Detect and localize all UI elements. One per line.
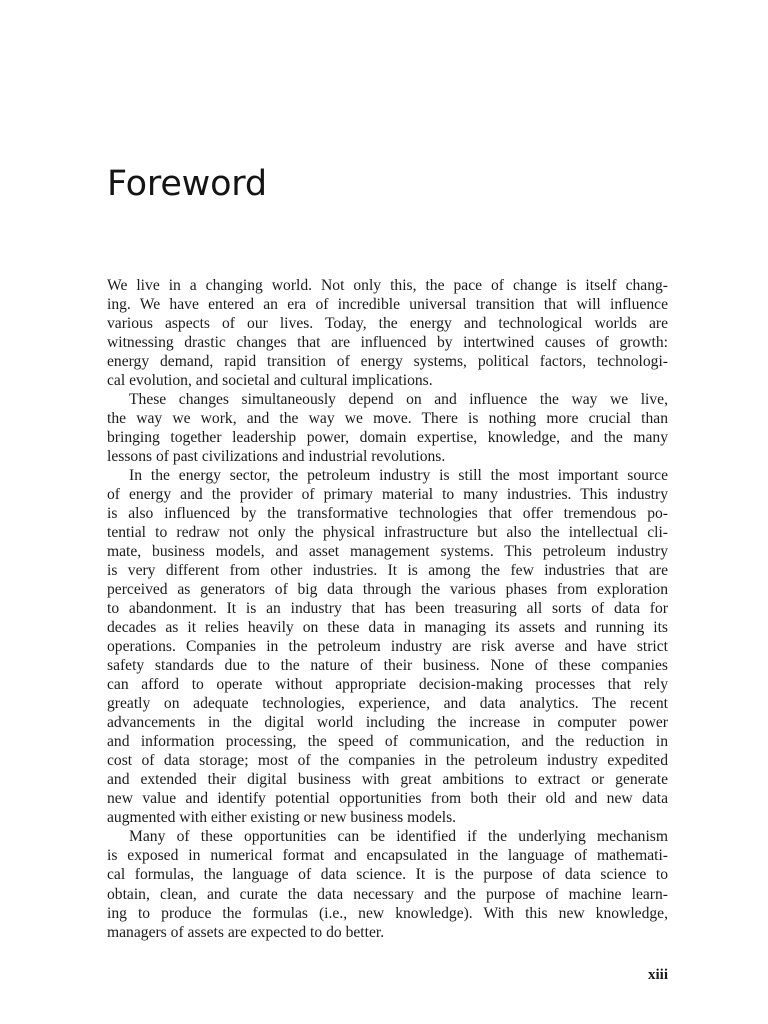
text-line: decades as it relies heavily on these data in managing its assets and running its	[107, 619, 668, 637]
text-line: mate, business models, and asset management systems. This petroleum industry	[107, 543, 668, 561]
text-line: bringing together leadership power, domain expertise, knowledge, and the many	[107, 429, 668, 447]
paragraph-3	[107, 466, 668, 827]
text-line: ing to produce the formulas (i.e., new knowledge). With this new knowledge,	[107, 904, 668, 922]
text-line: and information processing, the speed of communication, and the reduction in	[107, 733, 668, 751]
text-line: In the energy sector, the petroleum industry is still the most important source	[129, 467, 668, 485]
text-line: energy demand, rapid transition of energy systems, political factors, technologi-	[107, 353, 668, 371]
text-line: advancements in the digital world including the increase in computer power	[107, 714, 668, 732]
paragraph-2	[107, 390, 668, 466]
foreword-body	[107, 276, 668, 942]
text-line: witnessing drastic changes that are influenced by intertwined causes of growth:	[107, 334, 668, 352]
text-line: to abandonment. It is an industry that has been treasuring all sorts of data for	[107, 600, 668, 618]
text-line: cost of data storage; most of the companies in the petroleum industry expedited	[107, 752, 668, 770]
text-line: is very different from other industries. It is among the few industries that are	[107, 562, 668, 580]
paragraph-4	[107, 827, 668, 941]
text-line: the way we work, and the way we move. There is nothing more crucial than	[107, 410, 668, 428]
paragraph-1	[107, 276, 668, 390]
text-line: augmented with either existing or new business models.	[107, 809, 457, 827]
text-line: is also influenced by the transformative technologies that offer tremendous po-	[107, 505, 668, 523]
page-number: xiii	[647, 967, 668, 983]
text-line: operations. Companies in the petroleum industry are risk averse and have strict	[107, 638, 668, 656]
text-line: perceived as generators of big data through the various phases from exploration	[107, 581, 668, 599]
text-line: greatly on adequate technologies, experience, and data analytics. The recent	[107, 695, 668, 713]
text-line: Many of these opportunities can be identified if the underlying mechanism	[129, 828, 668, 846]
text-line: can afford to operate without appropriate decision-making processes that rely	[107, 676, 668, 694]
text-line: of energy and the provider of primary material to many industries. This industry	[107, 486, 668, 504]
text-line: cal formulas, the language of data science. It is the purpose of data science to	[107, 866, 668, 884]
text-line: These changes simultaneously depend on and influence the way we live,	[129, 391, 668, 409]
text-line: We live in a changing world. Not only this, the pace of change is itself chang-	[107, 277, 668, 294]
text-line: and extended their digital business with great ambitions to extract or generate	[107, 771, 668, 789]
text-line: lessons of past civilizations and industrial revolutions.	[107, 448, 446, 466]
text-line: various aspects of our lives. Today, the energy and technological worlds are	[107, 315, 668, 333]
text-line: new value and identify potential opportunities from both their old and new data	[107, 790, 668, 808]
text-line: obtain, clean, and curate the data necessary and the purpose of machine learn-	[107, 885, 668, 903]
text-line: cal evolution, and societal and cultural implications.	[107, 372, 433, 390]
chapter-title: Foreword	[107, 164, 267, 204]
text-line: safety standards due to the nature of their business. None of these companies	[107, 657, 668, 675]
text-line: is exposed in numerical format and encapsulated in the language of mathemati-	[107, 847, 668, 865]
text-line: tential to redraw not only the physical infrastructure but also the intellectual cli-	[107, 524, 668, 542]
text-line: managers of assets are expected to do better.	[107, 923, 385, 941]
text-line: ing. We have entered an era of incredible universal transition that will influence	[107, 296, 668, 314]
